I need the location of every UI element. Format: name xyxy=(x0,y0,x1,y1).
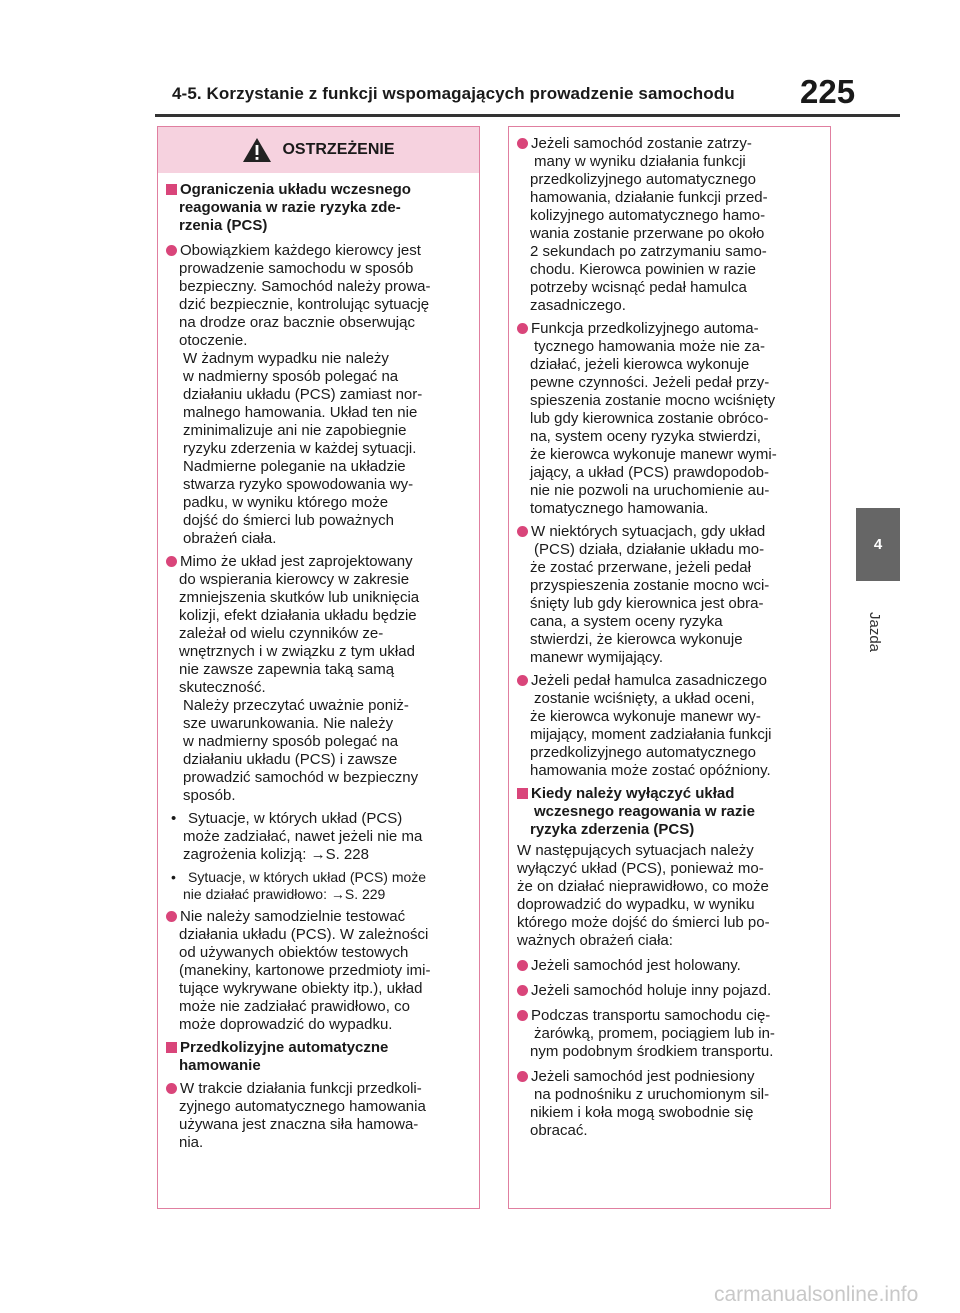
warning-header xyxy=(158,127,479,173)
square-bullet-icon xyxy=(517,788,528,799)
header-rule xyxy=(155,114,900,117)
page-header-title: 4-5. Korzystanie z funkcji wspomagających prowadzenie samochodu xyxy=(172,84,735,103)
warning-box-left xyxy=(157,126,480,1209)
circle-bullet-icon xyxy=(517,1010,528,1021)
circle-bullet-icon xyxy=(166,245,177,256)
paragraph-testing: Nie należy samodzielnie testować działania układu (PCS). W zależności od używanych obiektów testowych (manekiny, kartonowe przedmioty imi- tujące wykrywane obiekty itp.), układ może nie zadziałać prawidłowo, co może doprowadzić do wypadku. xyxy=(166,908,479,1034)
left-content xyxy=(158,173,479,1152)
paragraph-stopped: Jeżeli samochód zostanie zatrzy- many w wyniku działania funkcji przedkolizyjnego automatycznego hamowania, działanie funkcji przed- kolizyjnego automatycznego hamo- wania zostanie przerwane po około 2 sekundach po zatrzymaniu samo- chodu. Kierowca powinien w razie potrzeby wcisnąć pedał hamulca zasadniczego. xyxy=(517,135,830,315)
paragraph-intro: W następujących sytuacjach należy wyłączyć układ (PCS), ponieważ mo- że on działać nieprawidłowo, co może doprowadzić do wypadku, w wyniku którego może dojść do śmierci lub po- ważnych obrażeń ciała: xyxy=(517,842,770,949)
paragraph-obligation: Obowiązkiem każdego kierowcy jest prowadzenie samochodu w sposób bezpieczny. Samochód należy prowa- dzić bezpiecznie, kontrolując sytuację na drodze oraz bacznie obserwując otoczenie. W żadnym wypadku nie należy w nadmierny sposób polegać na działaniu układu (PCS) zamiast nor- malnego hamowania. Układ ten nie zminimalizuje ani nie zapobiegnie ryzyku zderzenia w każdej sytuacji. Nadmierne poleganie na układzie stwarza ryzyko spowodowania wy- padku, w wyniku którego może dojść do śmierci lub poważnych obrażeń ciała. xyxy=(166,242,479,548)
circle-bullet-icon xyxy=(517,526,528,537)
circle-bullet-icon xyxy=(517,960,528,971)
dot-item-situations-malfunction: • Sytuacje, w których układ (PCS) może nie działać prawidłowo: →S. 229 xyxy=(171,869,427,902)
cross-reference-link[interactable]: nie działać prawidłowo: →S. 229 xyxy=(183,886,386,902)
circle-bullet-icon xyxy=(166,911,177,922)
square-bullet-icon xyxy=(166,184,177,195)
list-item-transport: Podczas transportu samochodu cię- żarówką, promem, pociągiem lub in- nym podobnym środkiem transportu. xyxy=(517,1007,830,1061)
paragraph-interrupted: W niektórych sytuacjach, gdy układ (PCS) działa, działanie układu mo- że zostać przerwane, jeżeli pedał przyspieszenia zostanie mocno wci- śnięty lub gdy kierownica jest obra- cana, a system oceny ryzyka stwierdzi, że kierowca wykonuje manewr wymijający. xyxy=(517,523,830,667)
watermark: carmanualsonline.info xyxy=(714,1283,919,1306)
circle-bullet-icon xyxy=(517,138,528,149)
list-item-towing: Jeżeli samochód holuje inny pojazd. xyxy=(517,982,830,1000)
chapter-label: Jazda xyxy=(866,612,883,653)
paragraph-function: Funkcja przedkolizyjnego automa- tycznego hamowania może nie za- działać, jeżeli kierowca wykonuje pewne czynności. Jeżeli pedał przy- spieszenia zostanie mocno wciśnięty lub gdy kierownica zostanie obróco- na, system oceny ryzyka stwierdzi, że kierowca wykonuje manewr wymi- jający, a układ (PCS) prawdopodob- nie nie pozwoli na uruchomienie au- tomatycznego hamowania. xyxy=(517,320,830,518)
circle-bullet-icon xyxy=(517,1071,528,1082)
square-bullet-icon xyxy=(166,1042,177,1053)
section-heading-pcs: Ograniczenia układu wczesnego reagowania w razie ryzyka zde- rzenia (PCS) xyxy=(166,181,479,235)
circle-bullet-icon xyxy=(166,556,177,567)
warning-box-right xyxy=(508,126,831,1209)
list-item-lift: Jeżeli samochód jest podniesiony na podnośniku z uruchomionym sil- nikiem i koła mogą swobodnie się obracać. xyxy=(517,1068,830,1140)
section-heading-braking: Przedkolizyjne automatyczne hamowanie xyxy=(166,1039,479,1075)
dot-item-situations-activate: • Sytuacje, w których układ (PCS) może zadziałać, nawet jeżeli nie ma zagrożenia kolizją: →S. 228 xyxy=(171,810,423,863)
paragraph-design: Mimo że układ jest zaprojektowany do wspierania kierowcy w zakresie zmniejszenia skutków lub uniknięcia kolizji, efekt działania układu będzie zależał od wielu czynników ze- wnętrznych i w związku z tym układ nie zawsze zapewnia taką samą skuteczność. Należy przeczytać uważnie poniż- sze uwarunkowania. Nie należy w nadmierny sposób polegać na działaniu układu (PCS) i zawsze prowadzić samochód w bezpieczny sposób. xyxy=(166,553,479,805)
page-number: 225 xyxy=(800,73,856,110)
right-content xyxy=(509,127,830,1140)
circle-bullet-icon xyxy=(166,1083,177,1094)
section-heading-disable: Kiedy należy wyłączyć układ wczesnego reagowania w razie ryzyka zderzenia (PCS) xyxy=(517,785,830,839)
list-item-towed: Jeżeli samochód jest holowany. xyxy=(517,957,830,975)
chapter-tab[interactable]: 4 xyxy=(856,508,900,581)
paragraph-braking-force: W trakcie działania funkcji przedkoli- zyjnego automatycznego hamowania używana jest znaczna siła hamowa- nia. xyxy=(166,1080,479,1152)
circle-bullet-icon xyxy=(517,675,528,686)
warning-title: OSTRZEŻENIE xyxy=(282,141,395,158)
circle-bullet-icon xyxy=(517,323,528,334)
cross-reference-link[interactable]: zagrożenia kolizją: →S. 228 xyxy=(183,846,369,863)
circle-bullet-icon xyxy=(517,985,528,996)
warning-triangle-icon xyxy=(242,137,272,163)
paragraph-delayed: Jeżeli pedał hamulca zasadniczego zostanie wciśnięty, a układ oceni, że kierowca wykonuje manewr wy- mijający, moment zadziałania funkcji przedkolizyjnego automatycznego hamowania może zostać opóźniony. xyxy=(517,672,830,780)
